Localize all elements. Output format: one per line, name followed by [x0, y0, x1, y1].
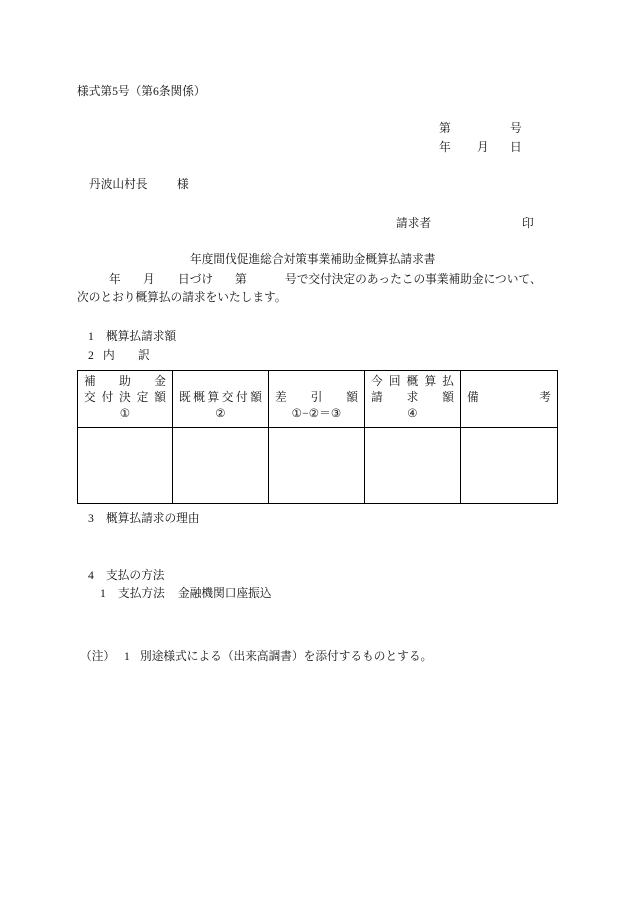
header-grant-decided — [78, 371, 173, 428]
table-cell-difference — [269, 428, 365, 504]
note-label: （注） — [80, 650, 116, 663]
note-text: 別途様式による（出来高調書）を添付するものとする。 — [140, 650, 433, 663]
header-line: 請 求 額 — [371, 391, 454, 404]
intro-day: 日づけ — [178, 273, 214, 286]
note-number: 1 — [124, 650, 130, 663]
section-1-label: 概算払請求額 — [106, 330, 177, 343]
header-line: ① — [119, 407, 131, 420]
header-line: 差 引 額 — [275, 391, 358, 404]
document-title: 年度間伐促進総合対策事業補助金概算払請求書 — [190, 253, 436, 266]
addressee-name: 丹波山村長 — [89, 178, 148, 191]
header-line: ② — [215, 407, 226, 420]
form-label: 様式第5号（第6条関係） — [77, 85, 206, 98]
section-3-label: 概算払請求の理由 — [106, 512, 200, 525]
intro-number-prefix: 第 — [235, 273, 247, 286]
header-line: 今回概算払 — [371, 375, 454, 388]
section-4-label: 支払の方法 — [106, 569, 165, 582]
payment-value: 金融機関口座振込 — [178, 587, 272, 600]
intro-year: 年 — [109, 273, 121, 286]
table-header-row — [78, 371, 558, 428]
payment-number: 1 — [100, 587, 106, 600]
payment-label: 支払方法 — [118, 587, 165, 600]
breakdown-table — [77, 370, 558, 504]
header-difference — [269, 371, 365, 428]
header-prior-advance — [173, 371, 269, 428]
table-row — [78, 428, 558, 504]
table-cell-prior-advance — [173, 428, 269, 504]
intro-month: 月 — [143, 273, 155, 286]
section-4-number: 4 — [88, 569, 94, 582]
header-remarks — [461, 371, 558, 428]
header-line: 既概算交付額 — [179, 391, 262, 404]
table-cell-grant-decided — [78, 428, 173, 504]
section-2-label: 内 訳 — [103, 349, 150, 362]
header-current-request — [365, 371, 461, 428]
date-month: 月 — [477, 141, 489, 154]
intro-line1-rest: 号で交付決定のあったこの事業補助金について、 — [285, 273, 542, 286]
doc-number-prefix: 第 — [439, 122, 451, 135]
header-line: 交付決定額 — [84, 391, 166, 404]
section-2-number: 2 — [88, 349, 94, 362]
addressee-honorific: 様 — [177, 178, 189, 191]
requester-label: 請求者 — [396, 217, 432, 230]
date-day: 日 — [510, 141, 522, 154]
date-year: 年 — [439, 141, 451, 154]
intro-line2: 次のとおり概算払の請求をいたします。 — [77, 291, 287, 304]
header-line: 備 考 — [467, 391, 551, 404]
table-cell-remarks — [461, 428, 558, 504]
header-line: 補 助 金 — [84, 375, 166, 388]
section-3-number: 3 — [88, 512, 94, 525]
header-line: ①−②＝③ — [291, 407, 342, 420]
requester-seal: 印 — [522, 217, 534, 230]
header-line: ④ — [407, 407, 418, 420]
doc-number-suffix: 号 — [510, 122, 522, 135]
section-1-number: 1 — [88, 330, 94, 343]
table-cell-current-request — [365, 428, 461, 504]
